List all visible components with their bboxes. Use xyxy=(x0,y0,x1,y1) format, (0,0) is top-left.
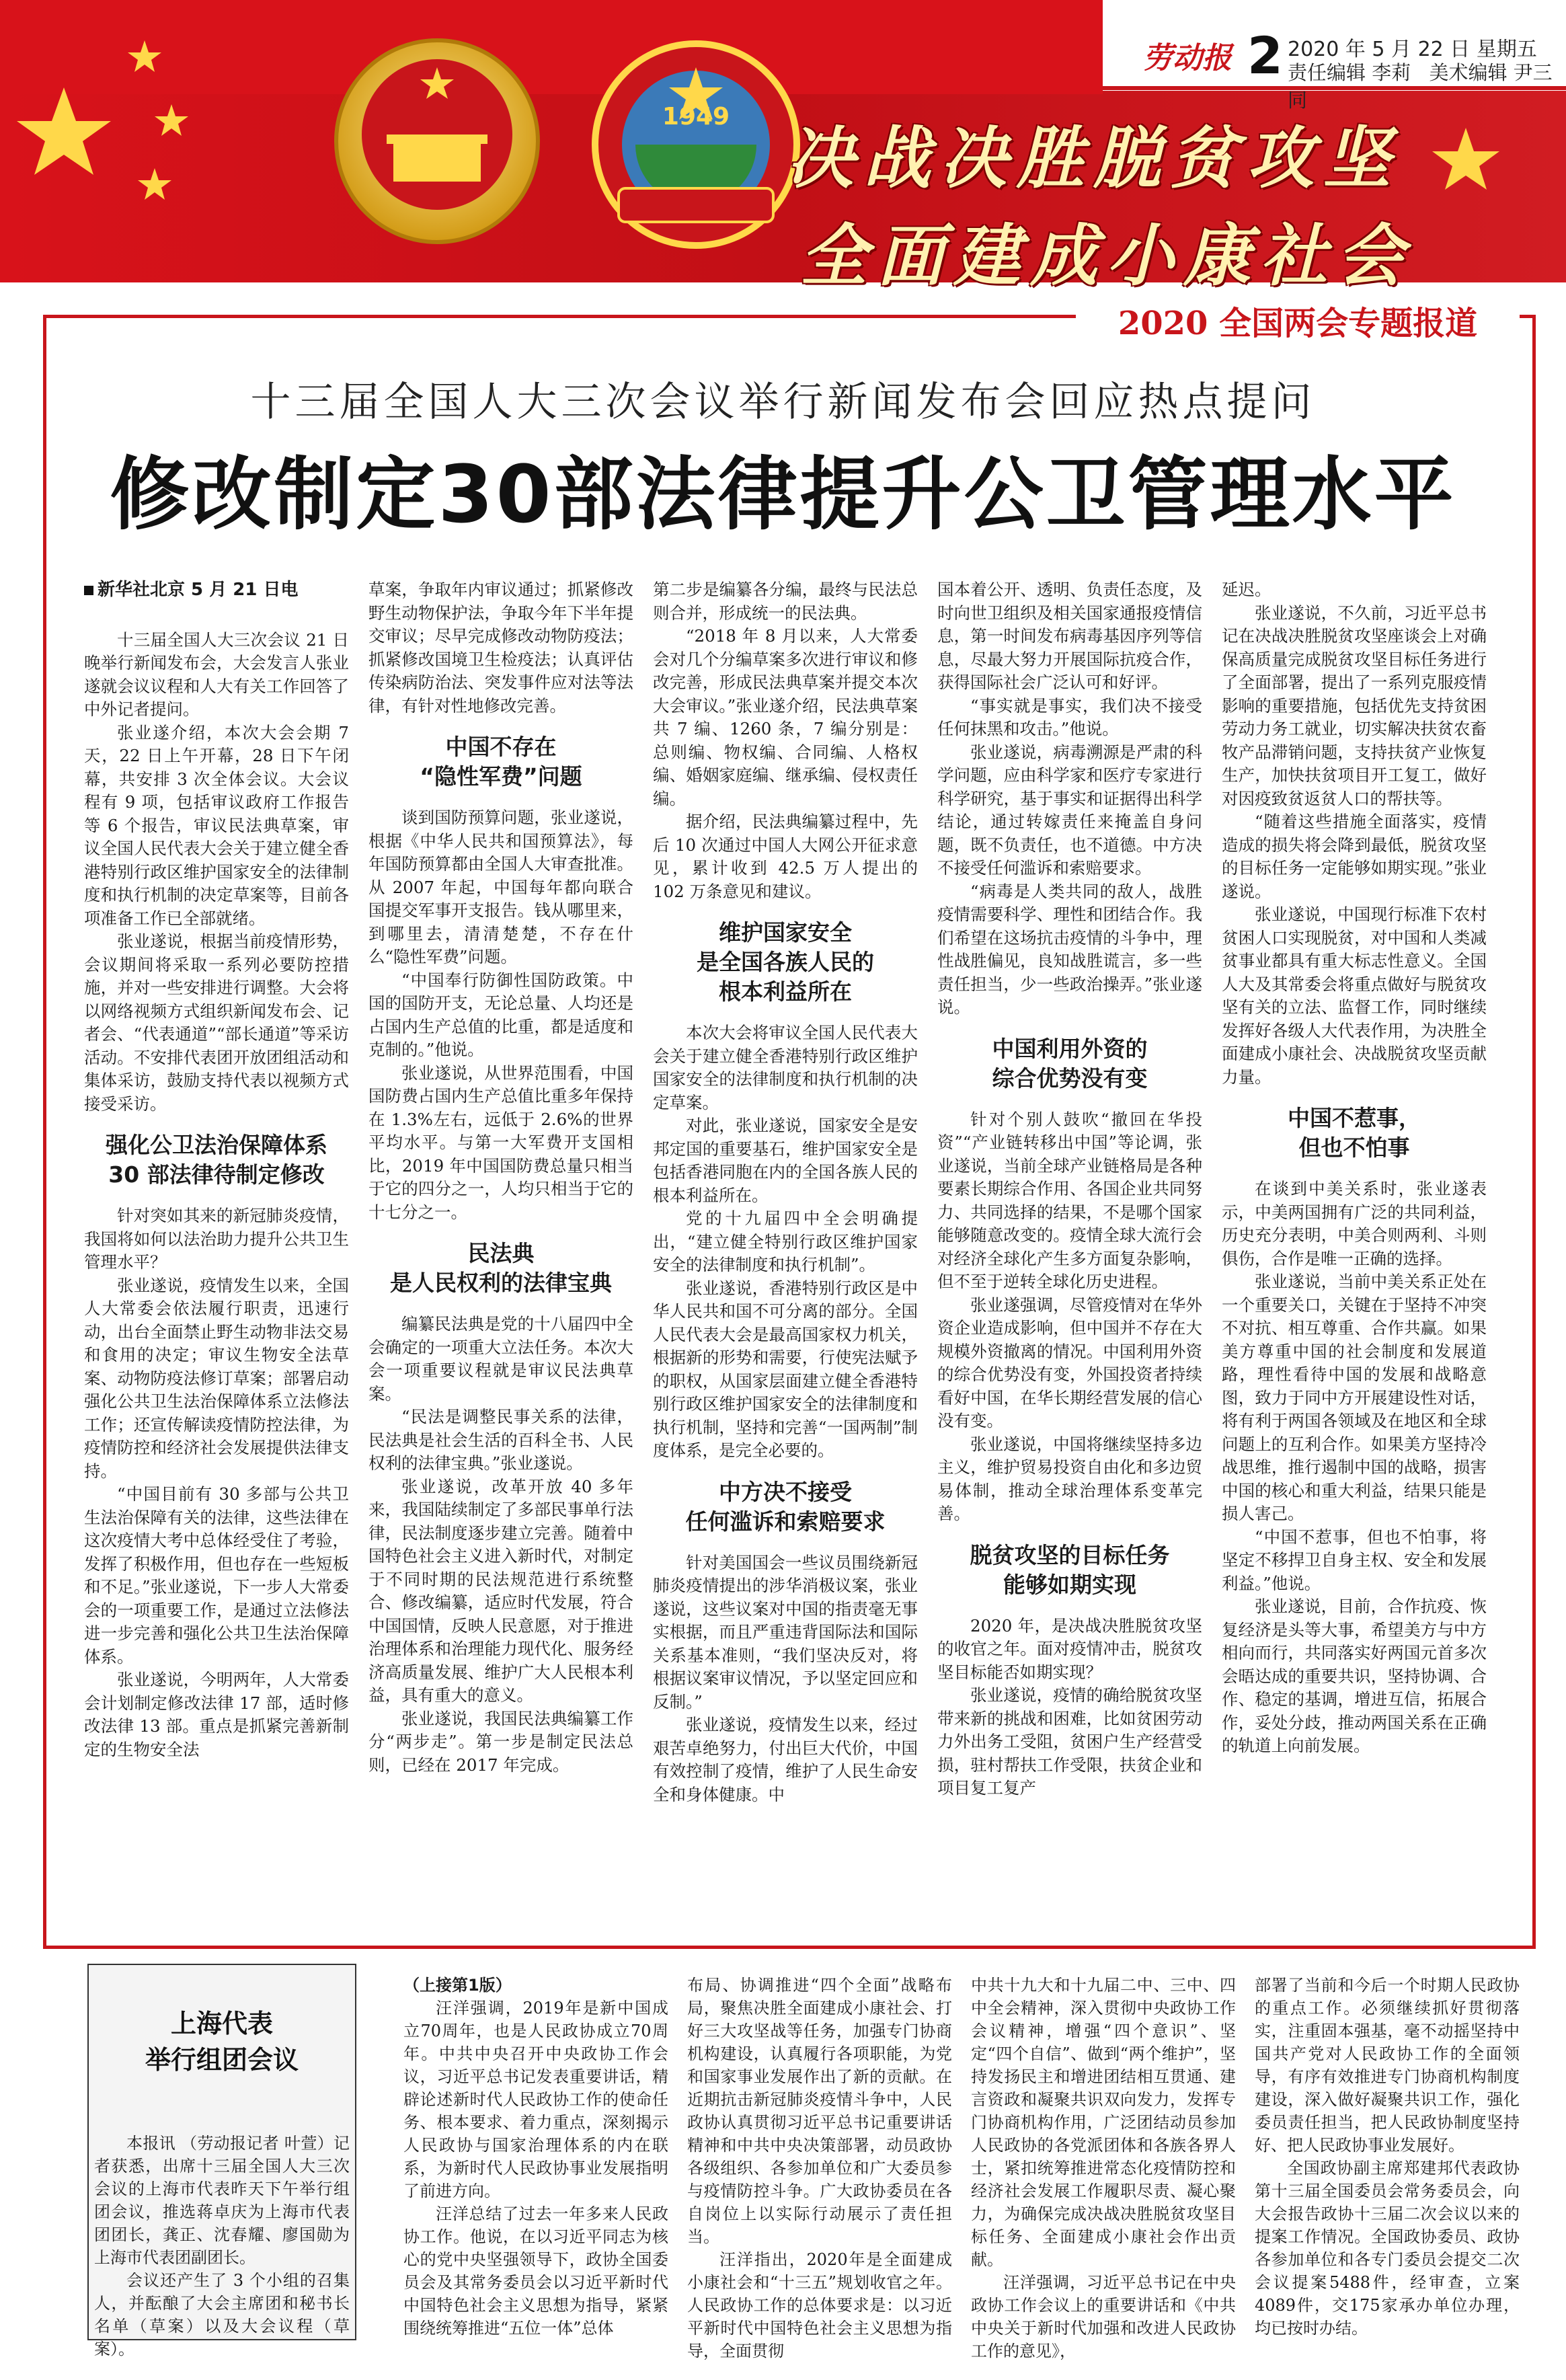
paragraph: 会议还产生了 3 个小组的召集人，并酝酿了大会主席团和秘书长名单（草案）以及大会议程（草案）。 xyxy=(94,2271,350,2358)
paragraph: 张业遂说，香港特别行政区是中华人民共和国不可分离的部分。全国人民代表大会是最高国家权力机关，根据新的形势和需要，行使宪法赋予的职权，从国家层面建立健全香港特别行政区维护国家安全的法律制度和执行机制，坚持和完善“一国两制”制度体系，是完全必要的。 xyxy=(653,1278,918,1460)
subheading: 中国利用外资的 综合优势没有变 xyxy=(992,1035,1148,1091)
paragraph: 布局、协调推进“四个全面”战略布局，聚焦决胜全面建成小康社会、打好三大攻坚战等任务，加强专门协商机构建设，认真履行各项职能，为党和国家事业发展作出了新的贡献。在近期抗击新冠肺炎疫情斗争中，人民政协认真贯彻习近平总书记重要讲话精神和中共中央决策部署，动员政协各级组织、各参加单位和广大委员参与疫情防控斗争。广大政协委员在各自岗位上以实际行动展示了责任担当。 xyxy=(687,1976,952,2246)
paragraph: 国本着公开、透明、负责任态度，及时向世卫组织及相关国家通报疫情信息，第一时间发布病毒基因序列等信息，尽最大努力开展国际抗疫合作，获得国际社会广泛认可和好评。 xyxy=(937,580,1202,692)
paragraph: 张业遂说，今明两年，人大常委会计划制定修改法律 17 部，适时修改法律 13 部。重点是抓紧完善新制定的生物安全法 xyxy=(84,1670,349,1759)
paragraph: 针对个别人鼓吹“撤回在华投资”“产业链转移出中国”等论调，张业遂说，当前全球产业链格局是各种要素长期综合作用、各国企业共同努力、共同选择的结果，不是哪个国家能够随意改变的。疫情全球大流行会对经济全球化产生多方面复杂影响，但不至于逆转全球化历史进程。 xyxy=(937,1109,1202,1291)
continued-column-3 xyxy=(971,1974,1236,2360)
article-column-1 xyxy=(84,578,349,1923)
paragraph: 张业遂介绍，本次大会会期 7 天，22 日上午开幕，28 日下午闭幕，共安排 3 次全体会议。大会议程有 9 项，包括审议政府工作报告等 6 个报告，审议民法典草案，审议全国人民代表大会关于建立健全香港特别行政区维护国家安全的法律制度和执行机制的决定草案等，目前各项准备工作已全部就绪。 xyxy=(84,722,349,928)
cppcc-emblem-icon xyxy=(595,44,797,245)
continuation-note: （上接第1版） xyxy=(403,1976,512,1995)
continued-column-1 xyxy=(403,1974,668,2350)
paragraph: 针对美国国会一些议员围绕新冠肺炎疫情提出的涉华消极议案，张业遂说，这些议案对中国的指责毫无事实根据，而且严重违背国际法和国际关系基本准则，“我们坚决反对，将根据议案审议情况，予以坚定回应和反制。” xyxy=(653,1552,918,1712)
section-label: 2020 全国两会专题报道 xyxy=(1076,297,1520,339)
article-headline: 修改制定30部法律提升公卫管理水平 xyxy=(110,448,1456,541)
article-kicker: 十三届全国人大三次会议举行新闻发布会回应热点提问 xyxy=(250,379,1316,426)
paragraph: “中国奉行防御性国防政策。中国的国防开支，无论总量、人均还是占国内生产总值的比重，都是适度和克制的。”他说。 xyxy=(368,970,633,1059)
paragraph: 本报讯 （劳动报记者 叶萱）记者获悉，出席十三届全国人大三次会议的上海市代表昨天下午举行组团会议，推选蒋卓庆为上海市代表团团长，龚正、沈春耀、廖国勋为上海市代表团副团长。 xyxy=(94,2134,350,2267)
paragraph: 张业遂说，疫情发生以来，全国人大常委会依法履行职责，迅速行动，出台全面禁止野生动物非法交易和食用的决定；审议生物安全法草案、动物防疫法修订草案；部署启动强化公共卫生法治保障体系立法修法工作；还宣传解读疫情防控法律，为疫情防控和经济社会发展提供法律支持。 xyxy=(84,1275,349,1481)
paragraph: 张业遂说，当前中美关系正处在一个重要关口，关键在于坚持不冲突不对抗、相互尊重、合作共赢。如果美方尊重中国的社会制度和发展道路，理性看待中国的发展和战略意图，致力于同中方开展建设性对话，将有利于两国各领域及在地区和全球问题上的互利合作。如果美方坚持冷战思维，推行遏制中国的战略，损害中国的核心和重大利益，结果只能是损人害己。 xyxy=(1222,1272,1487,1523)
paragraph: 部署了当前和今后一个时期人民政协的重点工作。必须继续抓好贯彻落实，注重固本强基，毫不动摇坚持中国共产党对人民政协工作的全面领导，有序有效推进专门协商机构制度建设，深入做好凝聚共识工作，强化委员责任担当，把人民政协制度坚持好、把人民政协事业发展好。 xyxy=(1255,1976,1520,2155)
paragraph: 中共十九大和十九届二中、三中、四中全会精神，深入贯彻中央政协工作会议精神，增强“四个意识”、坚定“四个自信”、做到“两个维护”，坚持发扬民主和增进团结相互贯通、建言资政和凝聚共识双向发力，发挥专门协商机构作用，广泛团结动员参加人民政协的各党派团体和各族各界人士，紧扣统筹推进常态化疫情防控和经济社会发展工作履职尽责、凝心聚力，为确保完成决战决胜脱贫攻坚目标任务、全面建成小康社会作出贡献。 xyxy=(971,1976,1236,2269)
paragraph: 全国政协副主席郑建邦代表政协第十三届全国委员会常务委员会，向大会报告政协十三届二次会议以来的提案工作情况。全国政协委员、政协各参加单位和各专门委员会提交二次会议提案5488件，经审查，立案4089件，交175家承办单位办理，均已按时办结。 xyxy=(1255,2159,1520,2338)
paragraph: 十三届全国人大三次会议 21 日晚举行新闻发布会，大会发言人张业遂就会议议程和人大有关工作回答了中外记者提问。 xyxy=(84,629,349,719)
paragraph: “事实就是事实，我们决不接受任何抹黑和攻击。”他说。 xyxy=(937,695,1202,738)
paragraph: 张业遂说，改革开放 40 多年来，我国陆续制定了多部民事单行法律，民法制度逐步建立完善。随着中国特色社会主义进入新时代，对制定于不同时期的民法规范进行系统整合、修改编纂，适应时代发展，符合中国国情，反映人民意愿，对于推进治理体系和治理能力现代化、服务经济高质量发展、维护广大人民根本利益，具有重大的意义。 xyxy=(368,1476,633,1705)
continued-column-4 xyxy=(1255,1974,1520,2350)
article-column-2 xyxy=(368,578,633,1923)
subheading: 强化公卫法治保障体系 30 部法律待制定修改 xyxy=(106,1132,327,1188)
paragraph: 张业遂说，病毒溯源是严肃的科学问题，应由科学家和医疗专家进行科学研究，基于事实和证据得出科学结论，通过转嫁责任来掩盖自身问题，既不负责任，也不道德。中方决不接受任何滥诉和索赔要求。 xyxy=(937,742,1202,878)
paragraph: 张业遂说，疫情发生以来，经过艰苦卓绝努力，付出巨大代价，中国有效控制了疫情，维护了人民生命安全和身体健康。中 xyxy=(653,1715,918,1804)
paragraph: 第二步是编纂各分编，最终与民法总则合并，形成统一的民法典。 xyxy=(653,580,918,623)
art-editor-name: 美术编辑 尹三同 xyxy=(1288,61,1553,112)
shanghai-story-body xyxy=(94,2132,350,2360)
paragraph: “中国不惹事，但也不怕事，将坚定不移捍卫自身主权、安全和发展利益。”他说。 xyxy=(1222,1527,1487,1593)
paragraph: 张业遂说，目前，合作抗疫、恢复经济是头等大事，希望美方与中方相向而行，共同落实好两国元首多次会晤达成的重要共识，坚持协调、合作、稳定的基调，增进互信，拓展合作，妥处分歧，推动两国关系在正确的轨道上向前发展。 xyxy=(1222,1597,1487,1755)
subheading: 维护国家安全 是全国各族人民的 根本利益所在 xyxy=(697,919,874,1005)
national-emblem-icon xyxy=(336,40,538,242)
paragraph: 延迟。 xyxy=(1222,580,1271,599)
paragraph: “2018 年 8 月以来，人大常委会对几个分编草案多次进行审议和修改完善，形成民法典草案并提交本次大会审议。”张业遂介绍，民法典草案共 7 编、1260 条，7 编分别是：总则编、物权编、合同编、人格权编、婚姻家庭编、继承编、侵权责任编。 xyxy=(653,626,918,808)
square-bullet-icon xyxy=(84,586,93,595)
paragraph: “中国目前有 30 多部与公共卫生法治保障有关的法律，这些法律在这次疫情大考中总体经受住了考验，发挥了积极作用，但也存在一些短板和不足。”张业遂说，下一步人大常委会的一项重要工作，是通过立法修法进一步完善和强化公共卫生法治保障体系。 xyxy=(84,1484,349,1666)
emblem-year: 1949 xyxy=(662,103,730,130)
paragraph: 2020 年，是决战决胜脱贫攻坚的收官之年。面对疫情冲击，脱贫攻坚目标能否如期实现？ xyxy=(937,1615,1202,1682)
paragraph: 针对突如其来的新冠肺炎疫情，我国将如何以法治助力提升公共卫生管理水平？ xyxy=(84,1206,349,1272)
subheading: 中国不存在 “隐性军费”问题 xyxy=(420,734,582,790)
slogan-line-2: 全面建成小康社会 xyxy=(800,216,1413,295)
subheading: 中国不惹事， 但也不怕事 xyxy=(1288,1105,1421,1161)
subheading: 中方决不接受 任何滥诉和索赔要求 xyxy=(685,1478,886,1535)
paragraph: 谈到国防预算问题，张业遂说，根据《中华人民共和国预算法》，每年国防预算都由全国人大审查批准。从 2007 年起，中国每年都向联合国提交军事开支报告。钱从哪里来，到哪里去，清清楚楚，不存在什么“隐性军费”问题。 xyxy=(368,808,633,966)
paragraph: 张业遂说，根据当前疫情形势，会议期间将采取一系列必要防控措施，并对一些安排进行调整。大会将以网络视频方式组织新闻发布会、记者会、“代表通道”“部长通道”等采访活动。不安排代表团开放团组活动和集体采访，鼓励支持代表以视频方式接受采访。 xyxy=(84,931,349,1114)
article-column-3 xyxy=(653,578,918,1923)
paragraph: 张业遂说，我国民法典编纂工作分“两步走”。第一步是制定民法总则，已经在 2017 年完成。 xyxy=(368,1708,633,1775)
subheading: 脱贫攻坚的目标任务 能够如期实现 xyxy=(970,1541,1170,1598)
box-title: 上海代表 举行组团会议 xyxy=(145,2009,299,2075)
article-column-4 xyxy=(937,578,1202,1923)
paragraph: 张业遂强调，尽管疫情对在华外资企业造成影响，但中国并不存在大规模外资撤离的情况。中国利用外资的综合优势没有变，外国投资者持续看好中国，在华长期经营发展的信心没有变。 xyxy=(937,1295,1202,1430)
header-banner xyxy=(0,0,1566,316)
paragraph: 在谈到中美关系时，张业遂表示，中美两国拥有广泛的共同利益，历史充分表明，中美合则两利、斗则俱伤，合作是唯一正确的选择。 xyxy=(1222,1179,1487,1268)
editor-name: 责任编辑 李莉 xyxy=(1288,61,1411,84)
paragraph: 汪洋总结了过去一年多来人民政协工作。他说，在以习近平同志为核心的党中央坚强领导下，政协全国委员会及其常务委员会以习近平新时代中国特色社会主义思想为指导，紧紧围绕统筹推进“五位一体”总体 xyxy=(403,2204,668,2338)
paragraph: 据介绍，民法典编纂过程中，先后 10 次通过中国人大网公开征求意见，累计收到 42.5 万人提出的 102 万条意见和建议。 xyxy=(653,812,918,901)
paragraph: “病毒是人类共同的敌人，战胜疫情需要科学、理性和团结合作。我们希望在这场抗击疫情的斗争中，理性战胜偏见，良知战胜谎言，多一些责任担当，少一些政治操弄。”张业遂说。 xyxy=(937,881,1202,1017)
paragraph: 草案，争取年内审议通过；抓紧修改野生动物保护法，争取今年下半年提交审议；尽早完成修改动物防疫法；抓紧修改国境卫生检疫法；认真评估传染病防治法、突发事件应对法等法律，有针对性地修改完善。 xyxy=(368,580,633,716)
paragraph: 本次大会将审议全国人民代表大会关于建立健全香港特别行政区维护国家安全的法律制度和执行机制的决定草案。 xyxy=(653,1023,918,1112)
subheading: 民法典 是人民权利的法律宝典 xyxy=(390,1240,612,1296)
paragraph: 张业遂说，不久前，习近平总书记在决战决胜脱贫攻坚座谈会上对确保高质量完成脱贫攻坚目标任务进行了全面部署，提出了一系列克服疫情影响的重要措施，包括优先支持贫困劳动力务工就业，切实解决扶贫农畜牧产品滞销问题，支持扶贫产业恢复生产，加快扶贫项目开工复工，做好对因疫致贫返贫人口的帮扶等。 xyxy=(1222,603,1487,808)
paper-name: 劳动报 xyxy=(1143,41,1232,75)
paragraph: 汪洋指出，2020年是全面建成小康社会和“十三五”规划收官之年。人民政协工作的总体要求是：以习近平新时代中国特色社会主义思想为指导，全面贯彻 xyxy=(687,2250,952,2360)
paragraph: 张业遂说，疫情的确给脱贫攻坚带来新的挑战和困难，比如贫困劳动力外出务工受阻，贫困户生产经营受损，驻村帮扶工作受限，扶贫企业和项目复工复产 xyxy=(937,1685,1202,1798)
paragraph: 对此，张业遂说，国家安全是安邦定国的重要基石，维护国家安全是包括香港同胞在内的全国各族人民的根本利益所在。 xyxy=(653,1116,918,1205)
slogan-line-1: 决战决胜脱贫攻坚 xyxy=(787,118,1400,198)
continued-column-2 xyxy=(687,1974,952,2360)
paragraph: “民法是调整民事关系的法律，民法典是社会生活的百科全书、人民权利的法律宝典。”张业遂说。 xyxy=(368,1407,633,1473)
article-column-5 xyxy=(1222,578,1487,1923)
paragraph: 党的十九届四中全会明确提出，“建立健全特别行政区维护国家安全的法律制度和执行机制”。 xyxy=(653,1208,918,1274)
paragraph: 张业遂说，中国现行标准下农村贫困人口实现脱贫，对中国和人类减贫事业都具有重大标志性意义。全国人大及其常委会将重点做好与脱贫攻坚有关的立法、监督工作，同时继续发挥好各级人大代表作用，为决胜全面建成小康社会、决战脱贫攻坚贡献力量。 xyxy=(1222,905,1487,1087)
paragraph: “随着这些措施全面落实，疫情造成的损失将会降到最低，脱贫攻坚的目标任务一定能够如期实现。”张业遂说。 xyxy=(1222,812,1487,901)
issue-date: 2020 年 5 月 22 日 星期五 xyxy=(1288,38,1537,61)
paragraph: 张业遂说，中国将继续坚持多边主义，维护贸易投资自由化和多边贸易体制，推动全球治理体系变革完善。 xyxy=(937,1434,1202,1523)
paragraph: 汪洋强调，习近平总书记在中央政协工作会议上的重要讲话和《中共中央关于新时代加强和改进人民政协工作的意见》， xyxy=(971,2273,1236,2360)
page-number: 2 xyxy=(1247,26,1283,85)
dateline: 新华社北京 5 月 21 日电 xyxy=(84,578,349,602)
paragraph: 编纂民法典是党的十八届四中全会确定的一项重大立法任务。本次大会一项重要议程就是审议民法典草案。 xyxy=(368,1314,633,1404)
paragraph: 张业遂说，从世界范围看，中国国防费占国内生产总值比重多年保持在 1.3%左右，远低于 2.6%的世界平均水平。与第一大军费开支国相比，2019 年中国国防费总量只相当于它的四分之一，人均只相当于它的十七分之一。 xyxy=(368,1063,633,1222)
paragraph: 汪洋强调，2019年是新中国成立70周年，也是人民政协成立70周年。中共中央召开中央政协工作会议，习近平总书记发表重要讲话，精辟论述新时代人民政协工作的使命任务、根本要求、着力重点，深刻揭示人民政协与国家治理体系的内在联系，为新时代人民政协事业发展指明了前进方向。 xyxy=(403,1999,668,2200)
